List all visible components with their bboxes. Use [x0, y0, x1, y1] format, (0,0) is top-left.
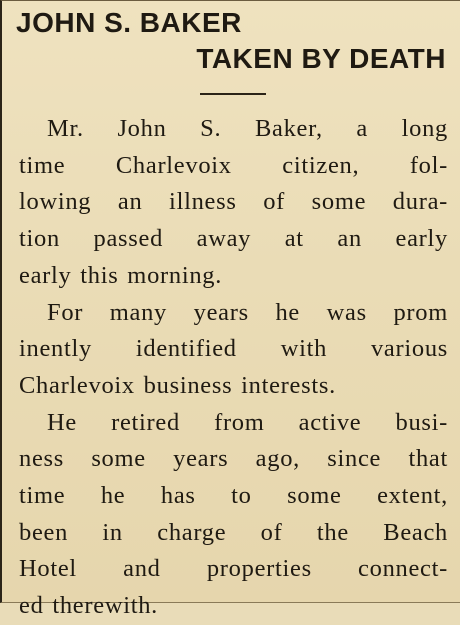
text-line: lowing an illness of some dura- [19, 188, 448, 216]
text-line: For many years he was prom [47, 298, 448, 326]
paragraph-3 [19, 405, 448, 625]
text-line: time Charlevoix citizen, fol- [19, 151, 448, 179]
article-body [19, 111, 448, 625]
text-line: ed therewith. [19, 592, 158, 620]
text-line: inently identified with various [19, 335, 448, 363]
paragraph-1 [19, 111, 448, 295]
text-line: He retired from active busi- [47, 408, 448, 436]
text-line: early this morning. [19, 261, 223, 289]
text-line: Mr. John S. Baker, a long [47, 115, 448, 142]
text-line: Charlevoix business interests. [19, 371, 336, 399]
text-line: ness some years ago, since that [19, 445, 448, 473]
headline-line-1: JOHN S. BAKER [16, 7, 242, 38]
paragraph-2 [19, 295, 448, 405]
text-line: Hotel and properties connect- [19, 555, 448, 583]
text-line: been in charge of the Beach [19, 518, 448, 546]
headline-line-2: TAKEN BY DEATH [196, 43, 446, 74]
headline-divider [200, 93, 266, 95]
text-line: time he has to some extent, [19, 482, 448, 510]
text-line: tion passed away at an early [19, 225, 448, 253]
